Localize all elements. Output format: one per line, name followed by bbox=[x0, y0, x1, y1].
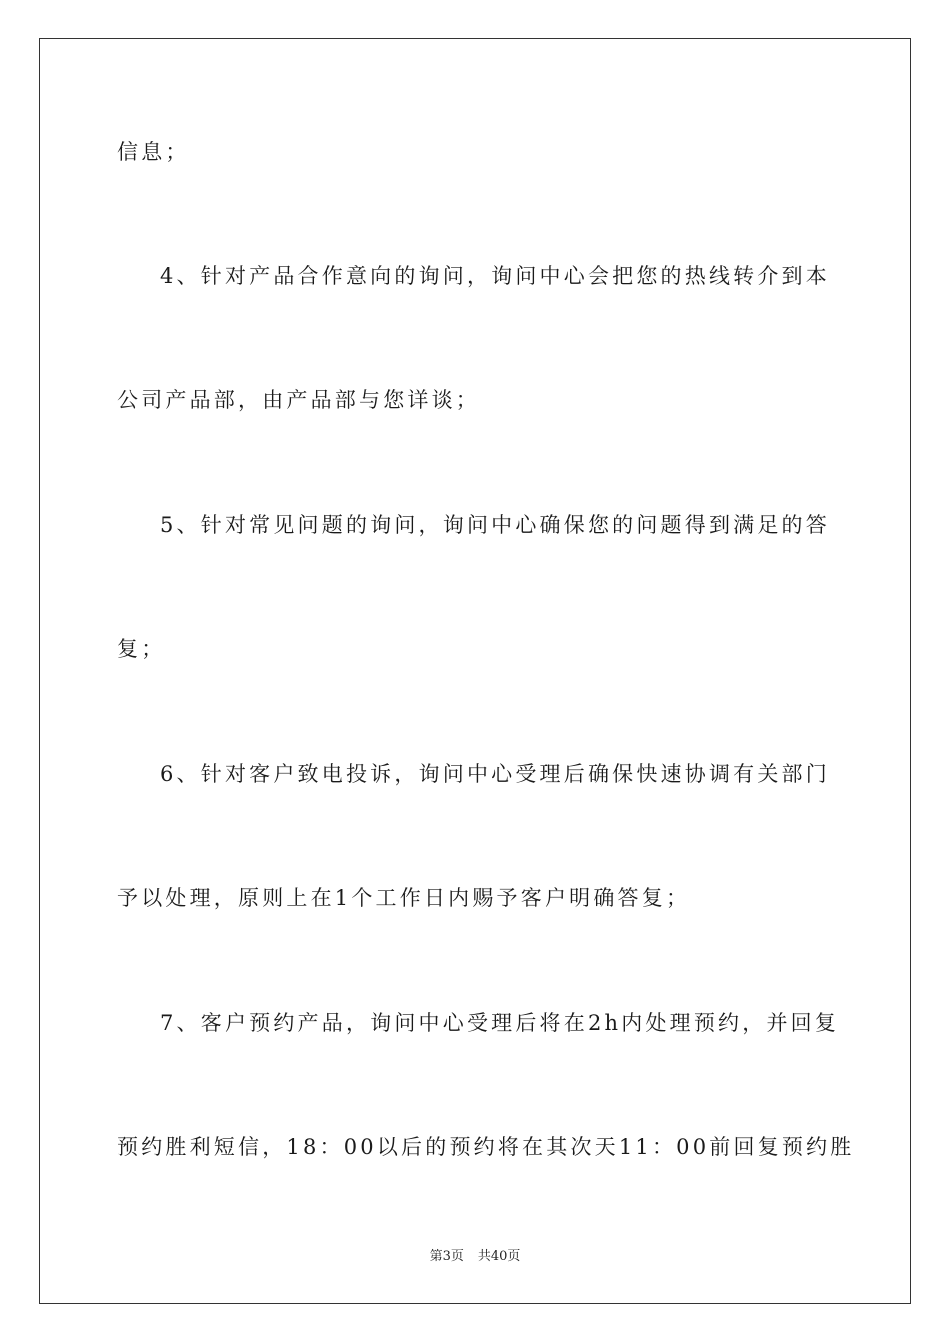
text-line-3: 公司产品部，由产品部与您详谈； bbox=[117, 388, 480, 412]
text-line-6: 6、针对客户致电投诉，询问中心受理后确保快速协调有关部门 bbox=[160, 762, 830, 786]
page-footer bbox=[0, 1248, 950, 1266]
text-line-8: 7、客户预约产品，询问中心受理后将在2h内处理预约，并回复 bbox=[160, 1011, 840, 1035]
text-line-7: 予以处理，原则上在1个工作日内赐予客户明确答复； bbox=[117, 886, 691, 910]
text-line-5: 复； bbox=[117, 637, 166, 661]
page-total: 共40页 bbox=[477, 1249, 521, 1264]
text-line-2: 4、针对产品合作意向的询问，询问中心会把您的热线转介到本 bbox=[160, 264, 830, 288]
text-line-9: 预约胜利短信，18：00以后的预约将在其次天11：00前回复预约胜 bbox=[117, 1135, 855, 1159]
text-line-1: 信息； bbox=[117, 140, 190, 164]
text-line-4: 5、针对常见问题的询问，询问中心确保您的问题得到满足的答 bbox=[160, 513, 830, 537]
page-border bbox=[39, 38, 911, 1304]
page-number: 第3页 bbox=[429, 1249, 464, 1264]
